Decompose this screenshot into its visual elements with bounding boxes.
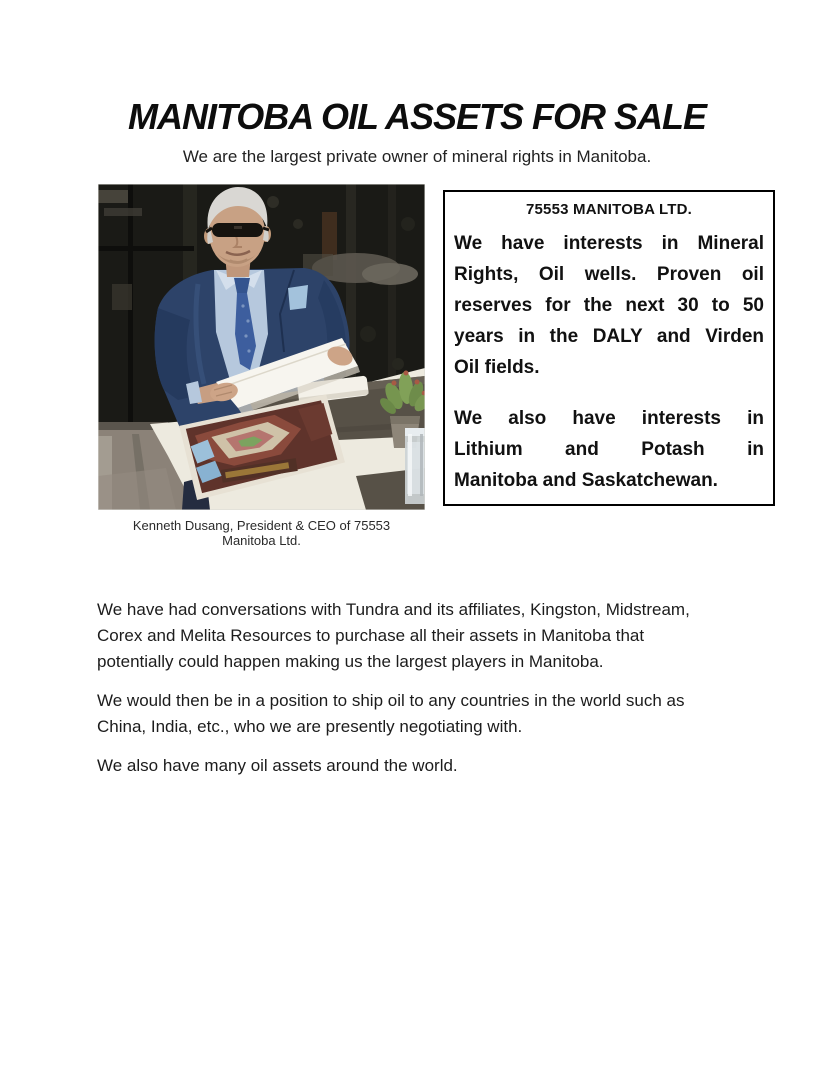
company-info-box: [443, 190, 775, 506]
body-paragraph-1: [97, 597, 759, 675]
text-line: Oil fields.: [454, 357, 540, 378]
text-line: We have interests in Mineral: [454, 233, 764, 254]
body-text: [97, 597, 759, 792]
text-line: potentially could happen making us the largest players in Manitoba.: [97, 652, 604, 671]
text-line: Corex and Melita Resources to purchase all their assets in Manitoba that: [97, 626, 645, 645]
text-line: Lithium and Potash in: [454, 439, 764, 460]
info-box-heading: 75553 MANITOBA LTD.: [525, 201, 693, 218]
photo-caption: [98, 518, 425, 548]
text-line: We would then be in a position to ship oil to any countries in the world such as: [97, 691, 685, 710]
photo-caption-line: Manitoba Ltd.: [222, 533, 301, 548]
sunglasses: [206, 223, 269, 237]
text-line: China, India, etc., who we are presently negotiating with.: [97, 717, 523, 736]
text-line: Manitoba and Saskatchewan.: [454, 470, 718, 491]
body-paragraph-2: [97, 688, 759, 740]
text-line: We also have many oil assets around the world.: [97, 756, 458, 775]
text-line: Rights, Oil wells. Proven oil: [454, 264, 764, 285]
text-line: We also have interests in: [454, 408, 764, 429]
page-title: MANITOBA OIL ASSETS FOR SALE: [127, 96, 707, 137]
info-box-paragraph-2: [454, 403, 764, 496]
text-line: years in the DALY and Virden: [454, 326, 764, 347]
page-subtitle: We are the largest private owner of mineral rights in Manitoba.: [182, 147, 652, 166]
water-glass: [405, 428, 425, 504]
kenneth-dusang-photo: [98, 184, 425, 510]
photo-illustration: [98, 184, 425, 510]
body-paragraph-3: [97, 753, 759, 779]
info-box-paragraph-1: [454, 228, 764, 383]
photo-caption-line: Kenneth Dusang, President & CEO of 75553: [132, 518, 391, 533]
text-line: reserves for the next 30 to 50: [454, 295, 764, 316]
text-line: We have had conversations with Tundra and its affiliates, Kingston, Midstream,: [97, 600, 690, 619]
